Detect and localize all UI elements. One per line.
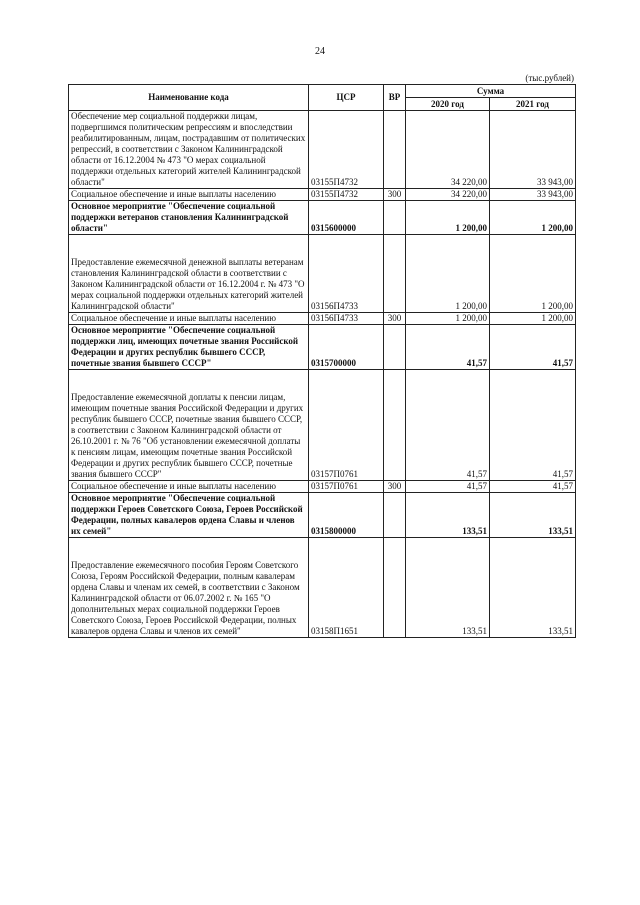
row-2020: 41,57: [406, 481, 490, 493]
row-2021: 1 200,00: [490, 201, 576, 235]
row-vr: [384, 370, 406, 481]
table-row: [69, 235, 576, 313]
table-row: [69, 111, 576, 189]
header-csr: ЦСР: [309, 85, 384, 111]
row-2020: 1 200,00: [406, 201, 490, 235]
table-row: [69, 538, 576, 638]
row-name: Основное мероприятие "Обеспечение социальной поддержки ветеранов становления Калининградской области": [69, 201, 309, 235]
row-vr: [384, 538, 406, 638]
row-2020: 133,51: [406, 493, 490, 538]
row-csr: 0315700000: [309, 325, 384, 370]
table-row: [69, 201, 576, 235]
row-name: Обеспечение мер социальной поддержки лицам, подвергшимся политическим репрессиям и впоследствии реабилитированным, лицам, пострадавшим от политических репрессий, в соответствии с Законом Калининградской области от 16.12.2004 № 473 "О мерах социальной поддержки отдельных категорий жителей Калининградской области": [69, 111, 309, 189]
row-name: Социальное обеспечение и иные выплаты населению: [69, 189, 309, 201]
row-name: [69, 538, 309, 638]
budget-table: [68, 84, 576, 638]
units-label: (тыс.рублей): [525, 73, 574, 83]
header-2020: 2020 год: [406, 98, 490, 111]
row-csr: 03156П4733: [309, 235, 384, 313]
row-2021: 41,57: [490, 370, 576, 481]
header-sum: Сумма: [406, 85, 576, 98]
row-vr: 300: [384, 189, 406, 201]
row-2021: 133,51: [490, 538, 576, 638]
row-vr: [384, 111, 406, 189]
table-row: [69, 313, 576, 325]
row-csr: 03155П4732: [309, 189, 384, 201]
row-name: Основное мероприятие "Обеспечение социальной поддержки Героев Советского Союза, Героев Российской Федерации, полных кавалеров ордена Славы и членов их семей": [69, 493, 309, 538]
row-vr: [384, 235, 406, 313]
row-csr: 0315800000: [309, 493, 384, 538]
row-vr: [384, 325, 406, 370]
row-name-text: Предоставление ежемесячной денежной выплаты ветеранам становления Калининградской области в соответствии с Законом Калининградской области от 16.12.2004 г. № 473 "О мерах социальной поддержки отдельных категорий жителей Калининградской области": [71, 257, 305, 311]
row-2020: 41,57: [406, 325, 490, 370]
row-2020: 34 220,00: [406, 111, 490, 189]
header-2021: 2021 год: [490, 98, 576, 111]
row-vr: 300: [384, 313, 406, 325]
page-number: 24: [315, 46, 325, 57]
row-csr: 03155П4732: [309, 111, 384, 189]
row-name: Социальное обеспечение и иные выплаты населению: [69, 481, 309, 493]
table-row: [69, 493, 576, 538]
row-2021: 41,57: [490, 325, 576, 370]
row-2020: 34 220,00: [406, 189, 490, 201]
table-row: [69, 189, 576, 201]
row-2021: 1 200,00: [490, 313, 576, 325]
header-name: Наименование кода: [69, 85, 309, 111]
row-name: [69, 370, 309, 481]
row-name: Социальное обеспечение и иные выплаты населению: [69, 313, 309, 325]
row-name-text: Предоставление ежемесячного пособия Героям Советского Союза, Героям Российской Федерации, полным кавалерам ордена Славы и членам их семей, в соответствии с Законом Калининградской области от 06.07.2002 г. № 165 "О дополнительных мерах социальной поддержки Героев Советского Союза, Героев Российской Федерации, полных кавалеров ордена Славы и членов их семей": [71, 560, 300, 636]
row-vr: [384, 201, 406, 235]
row-2020: 133,51: [406, 538, 490, 638]
row-vr: 300: [384, 481, 406, 493]
table-row: [69, 370, 576, 481]
table-row: [69, 481, 576, 493]
row-csr: 03156П4733: [309, 313, 384, 325]
header-vr: ВР: [384, 85, 406, 111]
row-2020: 1 200,00: [406, 313, 490, 325]
row-csr: 03157П0761: [309, 481, 384, 493]
row-name-text: Предоставление ежемесячной доплаты к пенсии лицам, имеющим почетные звания Российской Федерации и других республик бывшего СССР, почетные звания бывшего СССР, в соответствии с Законом Калининградской области от 26.10.2001 г. № 76 "Об установлении ежемесячной доплаты к пенсиям лицам, имеющим почетные звания Российской Федерации и других республик бывшего СССР, почетные звания бывшего СССР": [71, 392, 304, 479]
row-name: Основное мероприятие "Обеспечение социальной поддержки лиц, имеющих почетные звания Российской Федерации и других республик бывшего СССР, почетные звания бывшего СССР": [69, 325, 309, 370]
row-2020: 41,57: [406, 370, 490, 481]
row-csr: 0315600000: [309, 201, 384, 235]
row-2021: 1 200,00: [490, 235, 576, 313]
row-name: [69, 235, 309, 313]
row-2021: 133,51: [490, 493, 576, 538]
row-2020: 1 200,00: [406, 235, 490, 313]
row-2021: 33 943,00: [490, 189, 576, 201]
row-2021: 33 943,00: [490, 111, 576, 189]
row-vr: [384, 493, 406, 538]
table-row: [69, 325, 576, 370]
row-csr: 03158П1651: [309, 538, 384, 638]
row-csr: 03157П0761: [309, 370, 384, 481]
row-2021: 41,57: [490, 481, 576, 493]
